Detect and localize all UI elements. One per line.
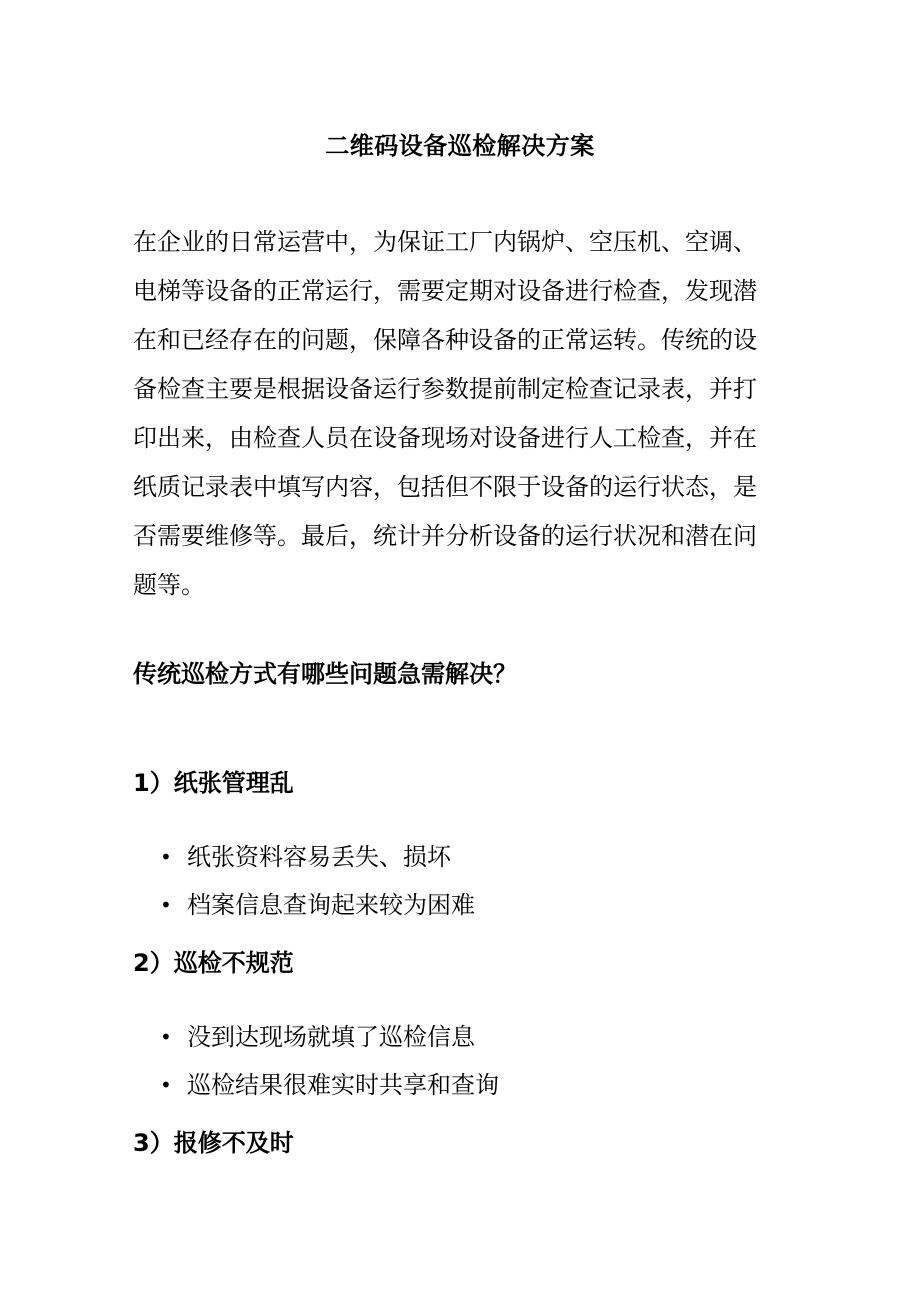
bullet-icon: • [160,845,172,869]
list-item-text: 纸张资料容易丢失、损坏 [187,843,451,871]
bullet-icon: • [160,893,172,917]
list-item [160,885,475,925]
bullet-icon: • [160,1025,172,1049]
intro-line: 否需要维修等。最后，统计并分析设备的运行状况和潜在问 [133,522,757,550]
list-item [160,1065,499,1105]
list-item [160,837,451,877]
list-item-text: 巡检结果很难实时共享和查询 [187,1071,499,1099]
section-heading-repair-delay: 3）报修不及时 [133,1129,294,1157]
intro-line: 题等。 [133,571,205,599]
intro-line: 印出来，由检查人员在设备现场对设备进行人工检查，并在 [133,424,757,452]
page-title: 二维码设备巡检解决方案 [325,132,595,160]
intro-paragraph [133,218,783,610]
section-heading-inspection-irregular: 2）巡检不规范 [133,949,294,977]
intro-line: 电梯等设备的正常运行，需要定期对设备进行检查，发现潜 [133,277,757,305]
intro-line: 纸质记录表中填写内容，包括但不限于设备的运行状态，是 [133,473,757,501]
question-heading: 传统巡检方式有哪些问题急需解决？ [133,660,517,688]
intro-line: 在企业的日常运营中，为保证工厂内锅炉、空压机、空调、 [133,228,757,256]
list-item-text: 档案信息查询起来较为困难 [187,891,475,919]
intro-line: 在和已经存在的问题，保障各种设备的正常运转。传统的设 [133,326,757,354]
bullet-icon: • [160,1073,172,1097]
intro-line: 备检查主要是根据设备运行参数提前制定检查记录表，并打 [133,375,757,403]
list-item [160,1017,475,1057]
section-heading-paper-management: 1）纸张管理乱 [133,769,294,797]
list-item-text: 没到达现场就填了巡检信息 [187,1023,475,1051]
